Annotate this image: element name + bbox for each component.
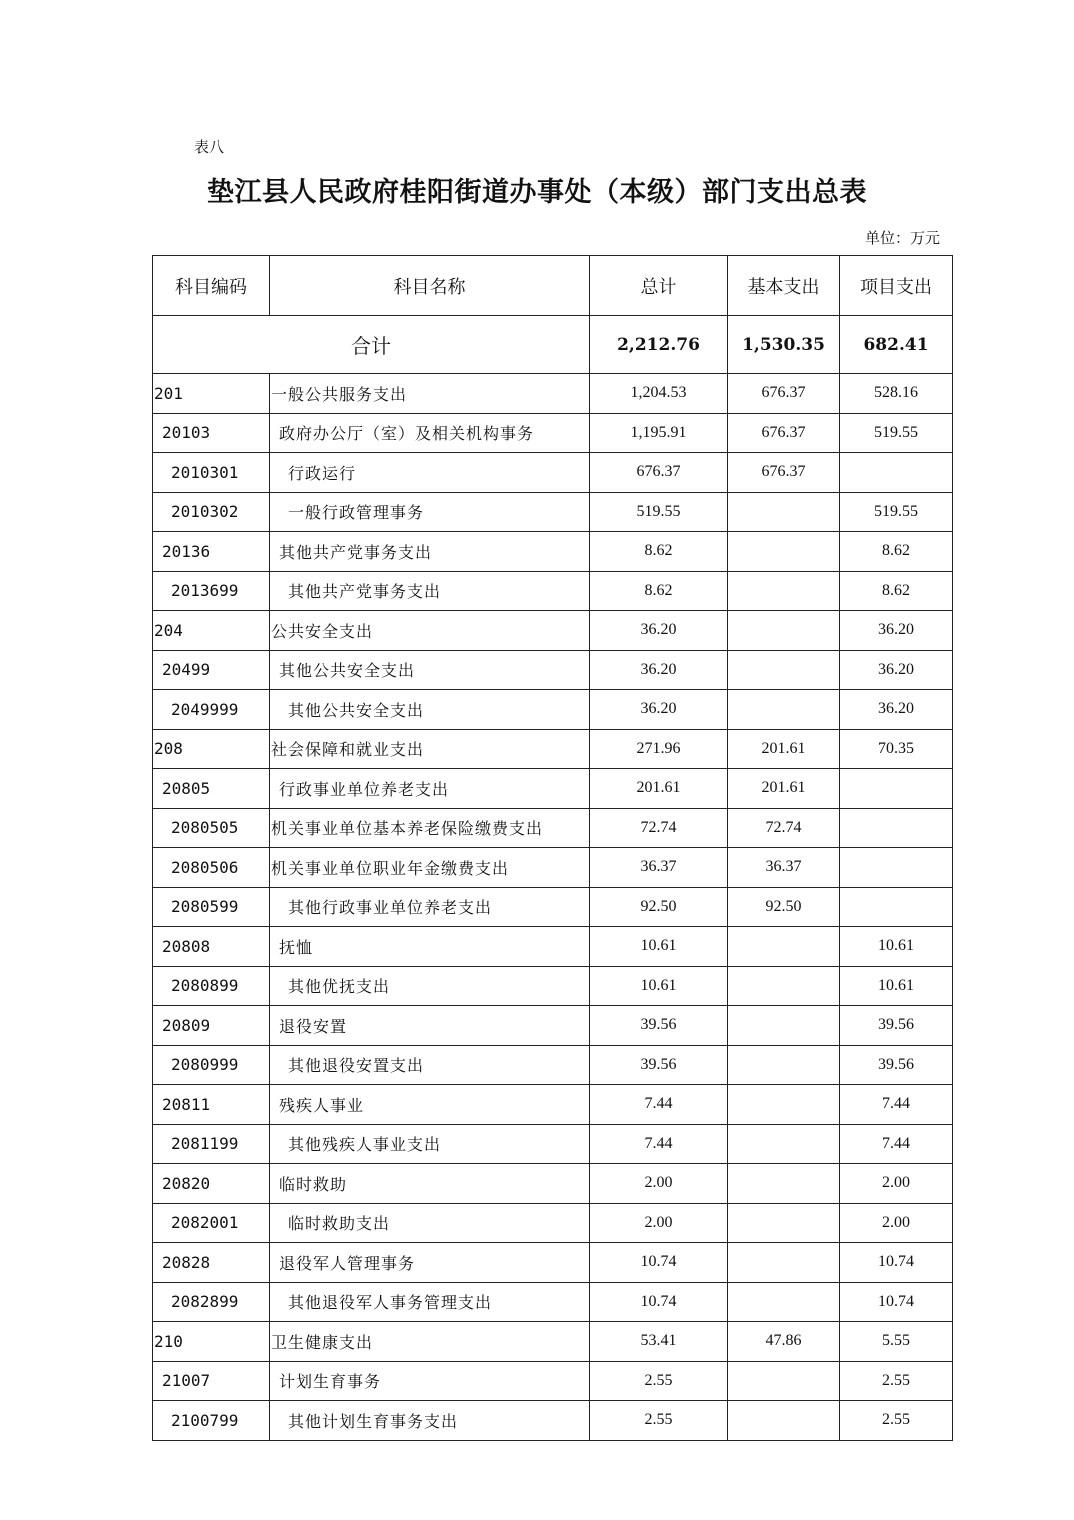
- subject-code-cell: 21007: [153, 1361, 270, 1401]
- unit-label: 单位：万元: [864, 229, 940, 247]
- project-expenditure-cell: 36.20: [840, 650, 953, 690]
- subject-name-cell: 退役安置: [270, 1006, 590, 1046]
- table-row: [153, 887, 953, 927]
- project-expenditure-cell: 10.74: [840, 1282, 953, 1322]
- basic-expenditure-cell: [728, 1006, 840, 1046]
- table-row: [153, 1045, 953, 1085]
- table-row: [153, 1401, 953, 1441]
- basic-expenditure-cell: 676.37: [728, 453, 840, 493]
- basic-expenditure-cell: [728, 690, 840, 730]
- subject-code-cell: 20499: [153, 650, 270, 690]
- subject-name-cell: 政府办公厅（室）及相关机构事务: [270, 413, 590, 453]
- table-row: [153, 650, 953, 690]
- total-cell: 8.62: [590, 571, 728, 611]
- project-expenditure-cell: [840, 453, 953, 493]
- project-expenditure-cell: 8.62: [840, 532, 953, 572]
- subject-name-cell: 一般行政管理事务: [270, 492, 590, 532]
- subject-name-cell: 卫生健康支出: [270, 1322, 590, 1362]
- basic-expenditure-cell: [728, 927, 840, 967]
- basic-expenditure-cell: [728, 1282, 840, 1322]
- basic-expenditure-cell: [728, 1361, 840, 1401]
- table-row: [153, 1203, 953, 1243]
- table-row: [153, 1243, 953, 1283]
- subject-name-cell: 其他退役军人事务管理支出: [270, 1282, 590, 1322]
- table-row: [153, 532, 953, 572]
- subject-name-cell: 其他公共安全支出: [270, 690, 590, 730]
- project-expenditure-cell: 519.55: [840, 413, 953, 453]
- basic-expenditure-cell: 92.50: [728, 887, 840, 927]
- subject-name-cell: 其他计划生育事务支出: [270, 1401, 590, 1441]
- total-cell: 1,204.53: [590, 374, 728, 414]
- table-row: [153, 729, 953, 769]
- subject-code-cell: 20808: [153, 927, 270, 967]
- subject-name-cell: 社会保障和就业支出: [270, 729, 590, 769]
- project-expenditure-cell: 2.55: [840, 1361, 953, 1401]
- total-cell: 10.74: [590, 1282, 728, 1322]
- subject-code-cell: 208: [153, 729, 270, 769]
- subject-name-cell: 退役军人管理事务: [270, 1243, 590, 1283]
- header-project-expenditure: 项目支出: [840, 256, 953, 316]
- total-cell: 2.00: [590, 1203, 728, 1243]
- table-row: [153, 1164, 953, 1204]
- subject-code-cell: 204: [153, 611, 270, 651]
- total-cell: 36.20: [590, 690, 728, 730]
- header-subject-code: 科目编码: [153, 256, 270, 316]
- basic-expenditure-cell: 201.61: [728, 769, 840, 809]
- basic-expenditure-cell: [728, 571, 840, 611]
- total-cell: 7.44: [590, 1124, 728, 1164]
- total-cell: 519.55: [590, 492, 728, 532]
- subject-code-cell: 20809: [153, 1006, 270, 1046]
- total-cell: 10.61: [590, 927, 728, 967]
- subject-name-cell: 其他优抚支出: [270, 966, 590, 1006]
- project-expenditure-cell: 2.00: [840, 1203, 953, 1243]
- basic-expenditure-cell: [728, 1124, 840, 1164]
- basic-expenditure-cell: [728, 611, 840, 651]
- project-expenditure-cell: 70.35: [840, 729, 953, 769]
- subject-code-cell: 20136: [153, 532, 270, 572]
- table-row: [153, 571, 953, 611]
- table-row: [153, 1006, 953, 1046]
- basic-expenditure-cell: [728, 532, 840, 572]
- total-cell: 2.55: [590, 1361, 728, 1401]
- total-cell: 271.96: [590, 729, 728, 769]
- table-row: [153, 1361, 953, 1401]
- header-subject-name: 科目名称: [270, 256, 590, 316]
- project-expenditure-cell: 10.74: [840, 1243, 953, 1283]
- subject-code-cell: 201: [153, 374, 270, 414]
- subject-name-cell: 机关事业单位职业年金缴费支出: [270, 848, 590, 888]
- total-cell: 1,195.91: [590, 413, 728, 453]
- total-basic: 1,530.35: [728, 316, 840, 374]
- project-expenditure-cell: 519.55: [840, 492, 953, 532]
- subject-name-cell: 公共安全支出: [270, 611, 590, 651]
- subject-name-cell: 其他共产党事务支出: [270, 571, 590, 611]
- basic-expenditure-cell: [728, 492, 840, 532]
- total-cell: 2.00: [590, 1164, 728, 1204]
- table-row: [153, 374, 953, 414]
- subject-code-cell: 2080899: [153, 966, 270, 1006]
- project-expenditure-cell: 7.44: [840, 1124, 953, 1164]
- basic-expenditure-cell: [728, 1085, 840, 1125]
- basic-expenditure-cell: [728, 1243, 840, 1283]
- total-cell: 36.20: [590, 611, 728, 651]
- subject-code-cell: 2100799: [153, 1401, 270, 1441]
- subject-code-cell: 20820: [153, 1164, 270, 1204]
- total-cell: 36.20: [590, 650, 728, 690]
- basic-expenditure-cell: 47.86: [728, 1322, 840, 1362]
- table-header-row: [153, 256, 953, 316]
- subject-name-cell: 临时救助支出: [270, 1203, 590, 1243]
- basic-expenditure-cell: [728, 1045, 840, 1085]
- subject-name-cell: 机关事业单位基本养老保险缴费支出: [270, 808, 590, 848]
- table-number-label: 表八: [194, 138, 225, 156]
- project-expenditure-cell: 36.20: [840, 690, 953, 730]
- total-cell: 201.61: [590, 769, 728, 809]
- project-expenditure-cell: 7.44: [840, 1085, 953, 1125]
- basic-expenditure-cell: [728, 966, 840, 1006]
- table-row: [153, 1322, 953, 1362]
- subject-code-cell: 2082899: [153, 1282, 270, 1322]
- header-total: 总计: [590, 256, 728, 316]
- total-project: 682.41: [840, 316, 953, 374]
- project-expenditure-cell: 2.55: [840, 1401, 953, 1441]
- subject-code-cell: 210: [153, 1322, 270, 1362]
- table-row: [153, 453, 953, 493]
- subject-code-cell: 2013699: [153, 571, 270, 611]
- total-cell: 92.50: [590, 887, 728, 927]
- total-sum: 2,212.76: [590, 316, 728, 374]
- table-row: [153, 927, 953, 967]
- total-cell: 676.37: [590, 453, 728, 493]
- subject-code-cell: 2010301: [153, 453, 270, 493]
- subject-name-cell: 残疾人事业: [270, 1085, 590, 1125]
- project-expenditure-cell: 528.16: [840, 374, 953, 414]
- subject-code-cell: 20828: [153, 1243, 270, 1283]
- subject-name-cell: 行政运行: [270, 453, 590, 493]
- table-row: [153, 690, 953, 730]
- total-cell: 10.61: [590, 966, 728, 1006]
- project-expenditure-cell: 2.00: [840, 1164, 953, 1204]
- table-row: [153, 966, 953, 1006]
- project-expenditure-cell: 36.20: [840, 611, 953, 651]
- project-expenditure-cell: [840, 808, 953, 848]
- subject-name-cell: 临时救助: [270, 1164, 590, 1204]
- project-expenditure-cell: [840, 848, 953, 888]
- subject-code-cell: 20103: [153, 413, 270, 453]
- table-row: [153, 1085, 953, 1125]
- total-cell: 2.55: [590, 1401, 728, 1441]
- project-expenditure-cell: 5.55: [840, 1322, 953, 1362]
- total-cell: 10.74: [590, 1243, 728, 1283]
- subject-name-cell: 其他共产党事务支出: [270, 532, 590, 572]
- table-row: [153, 413, 953, 453]
- subject-code-cell: 2082001: [153, 1203, 270, 1243]
- basic-expenditure-cell: [728, 1401, 840, 1441]
- table-row: [153, 1124, 953, 1164]
- subject-code-cell: 2010302: [153, 492, 270, 532]
- subject-code-cell: 2080506: [153, 848, 270, 888]
- total-label: 合计: [153, 316, 590, 374]
- total-cell: 36.37: [590, 848, 728, 888]
- subject-name-cell: 其他公共安全支出: [270, 650, 590, 690]
- subject-name-cell: 其他残疾人事业支出: [270, 1124, 590, 1164]
- project-expenditure-cell: 39.56: [840, 1045, 953, 1085]
- subject-name-cell: 其他退役安置支出: [270, 1045, 590, 1085]
- basic-expenditure-cell: 36.37: [728, 848, 840, 888]
- subject-code-cell: 2080999: [153, 1045, 270, 1085]
- basic-expenditure-cell: [728, 1203, 840, 1243]
- subject-name-cell: 一般公共服务支出: [270, 374, 590, 414]
- page-title: 垫江县人民政府桂阳街道办事处（本级）部门支出总表: [207, 177, 867, 208]
- subject-code-cell: 2081199: [153, 1124, 270, 1164]
- table-row: [153, 611, 953, 651]
- table-row: [153, 492, 953, 532]
- basic-expenditure-cell: [728, 1164, 840, 1204]
- basic-expenditure-cell: [728, 650, 840, 690]
- subject-code-cell: 2049999: [153, 690, 270, 730]
- subject-name-cell: 行政事业单位养老支出: [270, 769, 590, 809]
- subject-code-cell: 2080599: [153, 887, 270, 927]
- total-cell: 8.62: [590, 532, 728, 572]
- header-basic-expenditure: 基本支出: [728, 256, 840, 316]
- table-row: [153, 848, 953, 888]
- table-row: [153, 808, 953, 848]
- total-cell: 39.56: [590, 1045, 728, 1085]
- total-cell: 39.56: [590, 1006, 728, 1046]
- project-expenditure-cell: 39.56: [840, 1006, 953, 1046]
- total-row: [153, 316, 953, 374]
- basic-expenditure-cell: 72.74: [728, 808, 840, 848]
- table-row: [153, 769, 953, 809]
- project-expenditure-cell: [840, 769, 953, 809]
- subject-code-cell: 20805: [153, 769, 270, 809]
- subject-name-cell: 其他行政事业单位养老支出: [270, 887, 590, 927]
- basic-expenditure-cell: 676.37: [728, 374, 840, 414]
- total-cell: 7.44: [590, 1085, 728, 1125]
- basic-expenditure-cell: 676.37: [728, 413, 840, 453]
- subject-name-cell: 计划生育事务: [270, 1361, 590, 1401]
- subject-name-cell: 抚恤: [270, 927, 590, 967]
- table-row: [153, 1282, 953, 1322]
- basic-expenditure-cell: 201.61: [728, 729, 840, 769]
- total-cell: 53.41: [590, 1322, 728, 1362]
- subject-code-cell: 2080505: [153, 808, 270, 848]
- project-expenditure-cell: 10.61: [840, 927, 953, 967]
- project-expenditure-cell: 8.62: [840, 571, 953, 611]
- expenditure-table: [152, 255, 953, 1441]
- project-expenditure-cell: 10.61: [840, 966, 953, 1006]
- project-expenditure-cell: [840, 887, 953, 927]
- subject-code-cell: 20811: [153, 1085, 270, 1125]
- total-cell: 72.74: [590, 808, 728, 848]
